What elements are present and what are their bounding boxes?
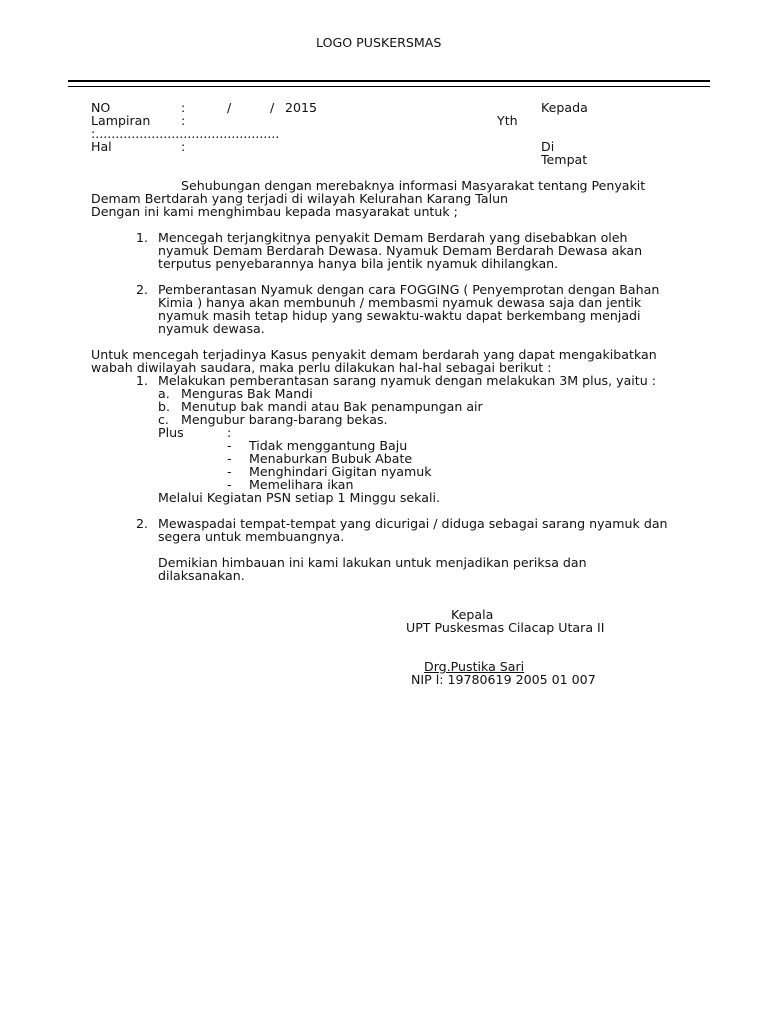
plus-item-dash: - (227, 477, 232, 492)
dots-line: :.............................................. (91, 126, 280, 141)
no-year: 2015 (285, 100, 318, 115)
sub-item-letter: c. (158, 412, 169, 427)
plus-item-text: Menaburkan Bubuk Abate (249, 451, 413, 466)
intro-line: Demam Bertdarah yang terjadi di wilayah Kelurahan Karang Talun (91, 191, 509, 206)
step-1-text: Melakukan pemberantasan sarang nyamuk dengan melakukan 3M plus, yaitu : (158, 373, 656, 388)
plus-item-dash: - (227, 464, 232, 479)
plus-item-text: Menghindari Gigitan nyamuk (249, 464, 432, 479)
step-2-line: Mewaspadai tempat-tempat yang dicurigai / diduga sebagai sarang nyamuk dan (158, 516, 668, 531)
psn-note: Melalui Kegiatan PSN setiap 1 Minggu sekali. (158, 490, 440, 505)
sub-item-text: Menguras Bak Mandi (181, 386, 313, 401)
lampiran-colon: : (181, 113, 186, 128)
point-1-line: nyamuk Demam Berdarah Dewasa. Nyamuk Demam Berdarah Dewasa akan (158, 243, 643, 258)
hal-label: Hal (91, 139, 112, 154)
lampiran-label: Lampiran (91, 113, 151, 128)
plus-colon: : (227, 425, 232, 440)
no-label: NO (91, 100, 111, 115)
recipient-kepada: Kepada (541, 100, 588, 115)
point-2-number: 2. (136, 282, 149, 297)
plus-label: Plus (158, 425, 184, 440)
signature-org: UPT Puskesmas Cilacap Utara II (406, 620, 605, 635)
step-1-number: 1. (136, 373, 149, 388)
recipient-yth: Yth (497, 113, 518, 128)
no-slash-2: / (270, 100, 275, 115)
signature-nip: NIP l: 19780619 2005 01 007 (411, 672, 596, 687)
intro-line: Dengan ini kami menghimbau kepada masyarakat untuk ; (91, 204, 458, 219)
point-1-line: Mencegah terjangkitnya penyakit Demam Berdarah yang disebabkan oleh (158, 230, 628, 245)
signature-name: Drg.Pustika Sari (424, 659, 525, 674)
hal-colon: : (181, 139, 186, 154)
logo-placeholder-text: LOGO PUSKERSMAS (316, 35, 442, 50)
recipient-tempat: Tempat (541, 152, 588, 167)
step-2-line: segera untuk membuangnya. (158, 529, 345, 544)
recipient-di: Di (541, 139, 555, 154)
point-1-line: terputus penyebarannya hanya bila jentik nyamuk dihilangkan. (158, 256, 559, 271)
intro-line: Sehubungan dengan merebaknya informasi Masyarakat tentang Penyakit (181, 178, 646, 193)
header-rule-thin (68, 86, 710, 87)
sub-item-letter: a. (158, 386, 170, 401)
no-slash-1: / (227, 100, 232, 115)
plus-item-dash: - (227, 438, 232, 453)
closing-line: dilaksanakan. (158, 568, 245, 583)
point-2-line: nyamuk masih tetap hidup yang sewaktu-waktu dapat berkembang menjadi (158, 308, 641, 323)
point-1-number: 1. (136, 230, 149, 245)
plus-item-dash: - (227, 451, 232, 466)
point-2-line: Kimia ) hanya akan membunuh / membasmi nyamuk dewasa saja dan jentik (158, 295, 642, 310)
no-colon: : (181, 100, 186, 115)
point-2-line: nyamuk dewasa. (158, 321, 265, 336)
plus-item-text: Memelihara ikan (249, 477, 354, 492)
point-2-line: Pemberantasan Nyamuk dengan cara FOGGING ( Penyemprotan dengan Bahan (158, 282, 660, 297)
prevention-line: Untuk mencegah terjadinya Kasus penyakit demam berdarah yang dapat mengakibatkan (91, 347, 657, 362)
prevention-line: wabah diwilayah saudara, maka perlu dilakukan hal-hal sebagai berikut : (91, 360, 552, 375)
sub-item-text: Mengubur barang-barang bekas. (181, 412, 388, 427)
signature-title: Kepala (451, 607, 494, 622)
sub-item-text: Menutup bak mandi atau Bak penampungan air (181, 399, 483, 414)
plus-item-text: Tidak menggantung Baju (249, 438, 408, 453)
closing-line: Demikian himbauan ini kami lakukan untuk menjadikan periksa dan (158, 555, 587, 570)
sub-item-letter: b. (158, 399, 170, 414)
step-2-number: 2. (136, 516, 149, 531)
header-rule-thick (68, 80, 710, 82)
